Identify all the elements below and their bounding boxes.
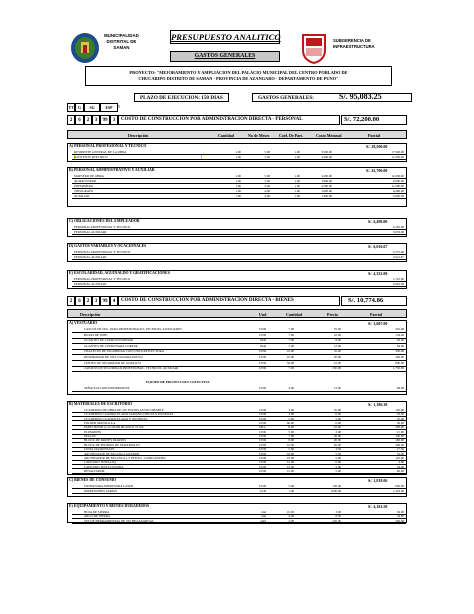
row-value: 250.00 [332,518,341,523]
row-value: 19.50 [396,412,404,417]
row-value: 20.00 [333,438,341,443]
row-value: 245.00 [395,327,404,331]
code-cell: 2 [67,296,75,306]
row-value: 5.00 [264,150,270,154]
row-description: BLOCK DE PARTES DIARIOS [84,438,126,443]
row-value: 1.00 [235,150,241,154]
row-value: 17,500.00 [391,150,404,154]
row-value: 4.00 [264,189,270,193]
row-value: 160.00 [395,438,404,443]
section-title: E) ESCOLARIDAD, AGUINALDO Y GRATIFICACIONES [69,271,170,275]
row-description: GUANTES DE CUERO ESTANDAR [84,338,134,343]
row-value: 1.00 [235,174,241,178]
row-value: UND [259,355,266,359]
row-value: 200.00 [395,442,404,447]
row-description: CHALECOS DE SEGURIDAD CON CINTA REFLECTORA [84,349,164,354]
row-value: 9,000.00 [392,179,404,183]
row-description: ENFERMERA [74,184,94,188]
row-description: LENTES DE SEGURIDAD DE ACRILICO [84,360,141,365]
row-value: UND [259,386,266,390]
row-value: 4.00 [288,514,294,519]
col-unit: Und [259,311,267,317]
row-value: 7.00 [288,343,294,348]
row-value: UND [259,408,266,412]
row-description: RESIDENTE GENERAL DE LA OBRA [74,150,127,154]
row-description: PERSONAL PROFESIONAL Y TECNICO [74,277,131,281]
row-value: 1.00 [235,184,241,188]
row-value: 5.00 [288,447,294,452]
row-value: 2,622.00 [392,282,404,286]
row-rule [72,391,406,392]
row-value: und [261,510,266,514]
row-description: PERSONAL AUXILIAR [74,230,107,234]
row-value: 2.00 [335,464,341,469]
document-title: PRESUPUESTO ANALITICO [171,32,281,42]
row-value: 1,218.06 [392,489,404,493]
row-description: RESPIRADOR DE UNA VIA PARA POLVO [84,355,143,359]
row-value: 56.00 [396,338,404,343]
subsection-title: EQUIPO DE PROTECCION COLECTIVA [146,380,210,384]
code-header [67,103,118,112]
section-title: B) PERSONAL ADMINISTRATIVO Y AUXILIAR [69,168,155,172]
row-value: 17.50 [396,447,404,452]
col-price: Precio [327,311,338,317]
row-value: UND [259,464,266,469]
row-description: ASISTENTE RTECNICO [74,155,108,159]
code-cell: 6 [75,296,84,306]
code-cell: 99 [100,115,110,125]
row-value: 35.00 [333,327,341,331]
row-value: UND [259,460,266,465]
row-value: 1.00 [294,155,300,159]
row-value: 1,710.00 [392,277,404,281]
row-description: PLUMONES [84,429,102,434]
col-monthly-cost: Costo Mensual [316,132,342,138]
row-value: 5.00 [335,416,341,421]
row-value: UND [259,468,266,473]
section-title: D) GASTOS VARIABLES Y OCACIONALES [69,244,147,248]
row-value: 25.00 [396,416,404,421]
row-description: CUADERNO CUADRICULADO TAMAÑO OFICIO X 200 HOJAS [84,412,174,417]
execution-term-box [134,93,229,102]
row-value: 1.00 [235,194,241,198]
office-name: SUBGERENCIA DE INFRAESTRUCTURA [333,38,375,49]
row-rule [72,493,406,494]
row-value: 120.00 [332,484,341,488]
row-rule [72,286,406,287]
municipality-logo-icon [70,32,100,64]
row-value: 5.00 [264,155,270,159]
row-value: 1800.00 [321,179,332,183]
code-tt: TT [67,103,75,112]
row-rule [72,259,406,260]
row-description: ARCHIVADOR DE PALANCA 1/2 OFICIO - LOMO ANCHO [84,455,166,460]
row-value: 11,000.00 [391,184,404,188]
code-cell: 4 [110,296,118,306]
row-value: PAR [260,343,266,348]
row-value: 1.00 [235,189,241,193]
col-description: Descripción [80,311,101,317]
row-value: 1.00 [235,179,241,183]
row-value: 5.00 [288,416,294,421]
row-value: 1.00 [294,150,300,154]
block1-codes [67,115,118,125]
row-value: 0.40 [335,460,341,465]
code-esp: ESP [100,103,118,112]
section-total: S/. 1,818.06 [368,478,388,483]
row-value: 30.00 [396,510,404,514]
row-value: 4.00 [288,386,294,390]
row-value: 12.00 [286,468,294,473]
row-value: 20.00 [333,355,341,359]
row-value: 7.00 [288,327,294,331]
row-value: 3500.00 [321,150,332,154]
row-value: 10.00 [286,442,294,447]
row-value: 1.00 [294,184,300,188]
execution-term: PLAZO DE EJECUCION: 150 DIAS [140,95,223,101]
row-value: 3.00 [288,412,294,417]
row-value: UND [259,421,266,426]
section-total: S/. 28,500.00 [366,144,388,149]
code-cell: 3 [110,115,118,125]
row-value: 5.00 [264,184,270,188]
row-mark: 5 [118,104,120,109]
row-value: UND [259,455,266,460]
general-expenses-label: GASTOS GENERALES: [258,95,314,101]
row-value: 10.00 [286,510,294,514]
row-value: 1.00 [294,179,300,183]
row-description: TOPOGRAFO [74,189,94,193]
row-rule [72,234,406,235]
row-value: 12.00 [333,386,341,390]
code-g: G [75,103,84,112]
row-rule [72,229,406,230]
code-cell: 2 [84,115,92,125]
row-value: GLB [259,489,266,493]
row-value: 34.00 [396,514,404,519]
col-coef: Coef. De Part. [279,132,304,138]
row-value: UND [259,327,266,331]
row-value: 2200.00 [321,174,332,178]
row-value: UND [259,360,266,365]
row-value: 36.00 [396,421,404,426]
row-description: AUXILIAR [74,194,90,198]
row-value: 3.00 [335,429,341,434]
row-value: 6.50 [335,412,341,417]
code-cell: 3 [92,296,100,306]
row-value: 48.00 [396,386,404,390]
row-description: CASCOS DE SEG. PARA PROFESIONALES, TECNICOS, AUXILIARES [84,327,182,331]
row-value: 20.00 [333,434,341,439]
section-total: S/. 6,016.67 [368,244,388,249]
section-total: S/. 4,332.00 [368,271,388,276]
row-value: 5.00 [335,455,341,460]
code-sg: SG [84,103,100,112]
row-value: 35.00 [333,349,341,354]
row-value: 3,933.00 [392,230,404,234]
row-value: 12.00 [286,464,294,469]
row-value: unid [260,518,266,523]
row-value: 1600.00 [321,189,332,193]
row-value: 11,000.00 [391,174,404,178]
section-total: S/. 6,498.00 [368,219,388,224]
row-description: LAPICERO TINTA LIQ. [84,460,117,465]
row-description: PERSONAL PROFESIONAL Y TECNICO [74,250,131,254]
row-value: 12.00 [333,343,341,348]
row-value: 22.00 [333,332,341,337]
row-value: 16.00 [333,360,341,365]
col-quantity: Cantidad [218,132,235,138]
row-value: 3.00 [335,510,341,514]
row-value: 12.00 [286,460,294,465]
row-rule [72,371,406,372]
row-value: PAR [260,338,266,343]
row-value: 10.00 [286,349,294,354]
section-total: S/. 1,186.30 [368,402,388,407]
row-value: 1.00 [288,489,294,493]
row-value: 25.00 [286,455,294,460]
block1-column-header [67,130,407,139]
code-cell: 2 [84,296,92,306]
row-value: 1,750.00 [392,366,404,371]
col-partial: Parcial [370,311,383,317]
row-value: 8.00 [288,425,294,430]
row-description: BLOCK DE PEDIDOS DE MATERIALES [84,442,140,447]
row-description: ZAPATOS DE SEGURIDAD PROFESIONAL, TECNICOS, AUXILIAR [84,366,179,371]
row-description: IMPRESIONES VARIOS [84,489,118,493]
row-value: 8.50 [335,514,341,519]
row-description: MAESTRO DE OBRA [74,174,104,178]
row-value: 3.00 [288,408,294,412]
row-value: UND [259,366,266,371]
section-title: A) VESTUARIO [69,321,98,325]
row-value: 5.00 [264,174,270,178]
row-value: 15.00 [396,429,404,434]
project-description: PROYECTO: "MEJORAMIENTO Y AMPLIACION DEL PALACIO MUNICIPAL DEL CENTRO POBLADO DE CHUCARIPO DISTRITO DE SAMAN - PROVINCIA DE AZANGARO - DEPARTAMENTO DE PUNO" [85,66,392,86]
row-description: BOTAS DE JEBE [84,332,108,337]
row-value: 25.00 [333,425,341,430]
row-value: 7.00 [288,338,294,343]
block1-total: S/. 72,200.00 [344,116,380,123]
col-quantity: Cantidad [286,311,303,317]
section-title: C) OBLIGACIONES DEL EMPLEADOR [69,219,140,223]
row-value: UND [259,332,266,337]
row-description: PERSONAL AUXILIAR [74,282,107,286]
row-value: 1.00 [294,174,300,178]
row-value: 1000.00 [330,489,341,493]
row-value: 2,565.00 [392,225,404,229]
row-value: 5.50 [335,451,341,456]
row-description: SET DE HERRAMIENTAS DE 250 PIEZAS/METAL [84,518,154,523]
row-value: 320.00 [395,355,404,359]
row-value: UND [259,412,266,417]
block2-total: S/. 10,774.86 [348,297,384,304]
section-title: C) BIENES DE CONSUMO [69,478,117,482]
row-value: UND [259,484,266,488]
row-value: 5,600.00 [392,194,404,198]
row-value: MLL [259,425,266,430]
col-months: No de Meses [248,132,270,138]
row-description: SELLOS [84,434,96,439]
row-description: CUADERNO CUADRICULADO X 200 HOJAS [84,416,148,421]
row-rule [72,198,406,199]
row-value: 3.50 [335,447,341,452]
row-value: 20.00 [333,442,341,447]
peru-shield-icon [300,32,328,64]
row-value: 8.00 [335,338,341,343]
row-value: 6,400.00 [392,189,404,193]
row-value: UND [259,451,266,456]
row-description: GUANTES DE CUERO PARA CORTAR [84,343,138,348]
row-value: 350.00 [395,349,404,354]
row-value: UND [259,434,266,439]
row-description: LAPICERO TINTA LIQUIDA [84,464,124,469]
section-title: A) PERSONAL PROFESIONAL Y TECNICO [69,144,147,148]
section-title: B) MATERIALES DE ESCRITORIO [69,402,132,406]
row-value: 2,375.00 [392,250,404,254]
row-value: 105.00 [395,408,404,412]
row-value: 10.00 [286,451,294,456]
row-value: 60.00 [286,421,294,426]
row-description: HOJA DE SIERRA [84,510,110,514]
row-description: CUADERNO DE OBRA DE 100 FOLIOS AUTOCOPIABLE [84,408,164,412]
document-subtitle: GASTOS GENERALES [170,51,280,62]
row-value: 4.80 [398,460,404,465]
row-value: 11,000.00 [391,155,404,159]
row-value: UND [259,442,266,447]
row-value: 500.00 [395,518,404,523]
row-value: 5.00 [264,179,270,183]
row-value: 7.00 [288,366,294,371]
block2-codes [67,296,118,306]
row-rule [72,159,406,160]
code-cell: 2 [67,115,75,125]
row-value: 1.00 [294,189,300,193]
col-description: Descripción [128,132,149,138]
row-value: und [261,514,266,519]
section-title: E) EQUIPAMIENTO Y BIENES DURADEROS [69,504,150,508]
row-value: 35.00 [333,408,341,412]
row-description: PAPEL BOND A-4 COLOR BLANCO 75 GR [84,425,144,430]
row-value: 1400.00 [321,194,332,198]
row-description: ALMACENERO [74,179,97,183]
row-description: PERSONAL PROFESIONAL Y TECNICO [74,225,131,229]
row-value: 55.00 [396,451,404,456]
row-value: 1.00 [294,194,300,198]
row-description: TONER PARA IMPRESORA LASER [84,484,134,488]
row-value: 5.00 [288,484,294,488]
section-total: S/. 3,607.00 [368,321,388,326]
row-value: 250.00 [332,366,341,371]
code-cell: 3 [92,115,100,125]
row-description: RESALTADOR [84,468,105,473]
section-total: S/. 4,163.50 [368,504,388,509]
row-description: CINTA MASKINTAPE [84,447,115,452]
row-value: 1.00 [235,155,241,159]
code-cell: 99 [100,296,110,306]
block1-title: COSTO DE CONSTRUCCION POR ADMINISTRACIÓN DIRECTA - PERSONAL [121,117,303,122]
general-expenses-total: S/. 95,083.25 [339,92,382,101]
row-rule [72,254,406,255]
row-value: UND [259,447,266,452]
row-value: 2.00 [288,518,294,523]
row-value: 8.00 [288,438,294,443]
row-value: 2200.00 [321,155,332,159]
row-value: 2200.00 [321,184,332,188]
row-value: UND [259,416,266,421]
row-value: UND [259,429,266,434]
row-value: 5.00 [288,429,294,434]
section-total: S/. 43,700.00 [366,168,388,173]
row-value: 140.00 [395,434,404,439]
row-value: 7.00 [288,434,294,439]
row-value: 3,641.67 [392,255,404,259]
row-description: ARCO DE SIERRA [84,514,111,519]
row-value: 125.00 [395,455,404,460]
row-value: 60.00 [396,468,404,473]
block2-title: COSTO DE CONSTRUCCION POR ADMINISTRACIÓN DIRECTA - BIENES [121,298,294,303]
row-description: PERSONAL AUXILIAR [74,255,107,259]
row-value: 16.00 [286,355,294,359]
row-description: FOLDER MANILA A-4 [84,421,116,426]
row-description: ARCHIVADOR DE PALANCA GRANDE [84,451,140,456]
row-value: 5.00 [335,468,341,473]
row-value: 800.00 [395,360,404,365]
row-rule [72,281,406,282]
block2-column-header [67,309,407,318]
row-value: 154.00 [395,332,404,337]
row-value: 7.00 [288,332,294,337]
municipality-name: MUNICIPALIDAD DISTRITAL DE SAMAN [104,33,139,50]
row-value: 600.00 [395,484,404,488]
row-description: SEÑALIZACION INFORMATIVA [84,386,130,390]
row-value: 24.00 [396,464,404,469]
row-value: 200.00 [395,425,404,430]
row-value: 4.00 [264,194,270,198]
code-cell: 6 [75,115,84,125]
col-partial: Parcial [368,132,381,138]
row-value: UND [259,349,266,354]
row-value: UND [259,438,266,443]
row-value: 0.60 [335,421,341,426]
row-value: 84.00 [396,343,404,348]
row-value: 50.00 [286,360,294,365]
